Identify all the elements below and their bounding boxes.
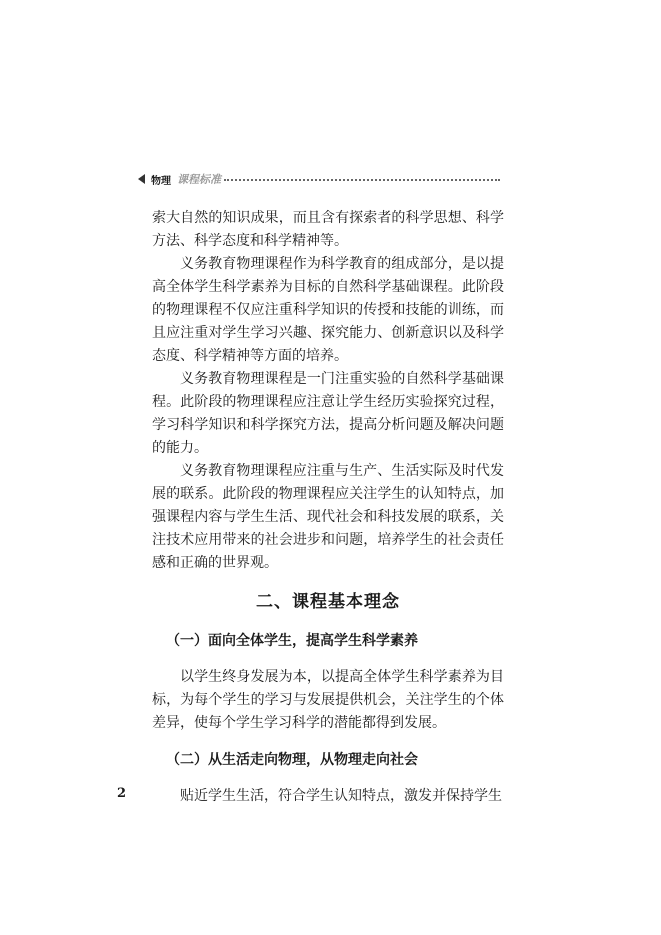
- subsection-heading-2: （二）从生活走向物理，从物理走向社会: [166, 752, 418, 768]
- left-arrow-icon: [138, 174, 145, 184]
- section-title: 二、课程基本理念: [256, 592, 400, 612]
- paragraph-1: 索大自然的知识成果，而且含有探索者的科学思想、科学方法、科学态度和科学精神等。: [152, 210, 504, 249]
- header-series-title: 课程标准: [177, 173, 221, 186]
- header-dotted-rule: [224, 179, 500, 181]
- paragraph-3: 义务教育物理课程是一门注重实验的自然科学基础课程。此阶段的物理课程应注意让学生经历实验探究过程，学习科学知识和科学探究方法，提高分析问题及解决问题的能力。: [152, 371, 504, 456]
- running-header: [138, 170, 500, 188]
- header-subject: 物理: [151, 175, 171, 187]
- subsection-heading-1: （一）面向全体学生，提高学生科学素养: [166, 633, 418, 649]
- paragraph-4: 义务教育物理课程应注重与生产、生活实际及时代发展的联系。此阶段的物理课程应关注学生的认知特点，加强课程内容与学生生活、现代社会和科技发展的联系，关注技术应用带来的社会进步和问题，培养学生的社会责任感和正确的世界观。: [152, 463, 504, 571]
- subsection-text-1: 以学生终身发展为本，以提高全体学生科学素养为目标，为每个学生的学习与发展提供机会，关注学生的个体差异，使每个学生学习科学的潜能都得到发展。: [152, 669, 504, 731]
- paragraph-2: 义务教育物理课程作为科学教育的组成部分，是以提高全体学生科学素养为目标的自然科学基础课程。此阶段的物理课程不仅应注重科学知识的传授和技能的训练，而且应注重对学生学习兴趣、探究能力、创新意识以及科学态度、科学精神等方面的培养。: [152, 256, 504, 364]
- page-number: 2: [117, 786, 127, 801]
- subsection-text-2: 贴近学生生活，符合学生认知特点，激发并保持学生: [180, 788, 502, 804]
- page-body: [152, 207, 504, 808]
